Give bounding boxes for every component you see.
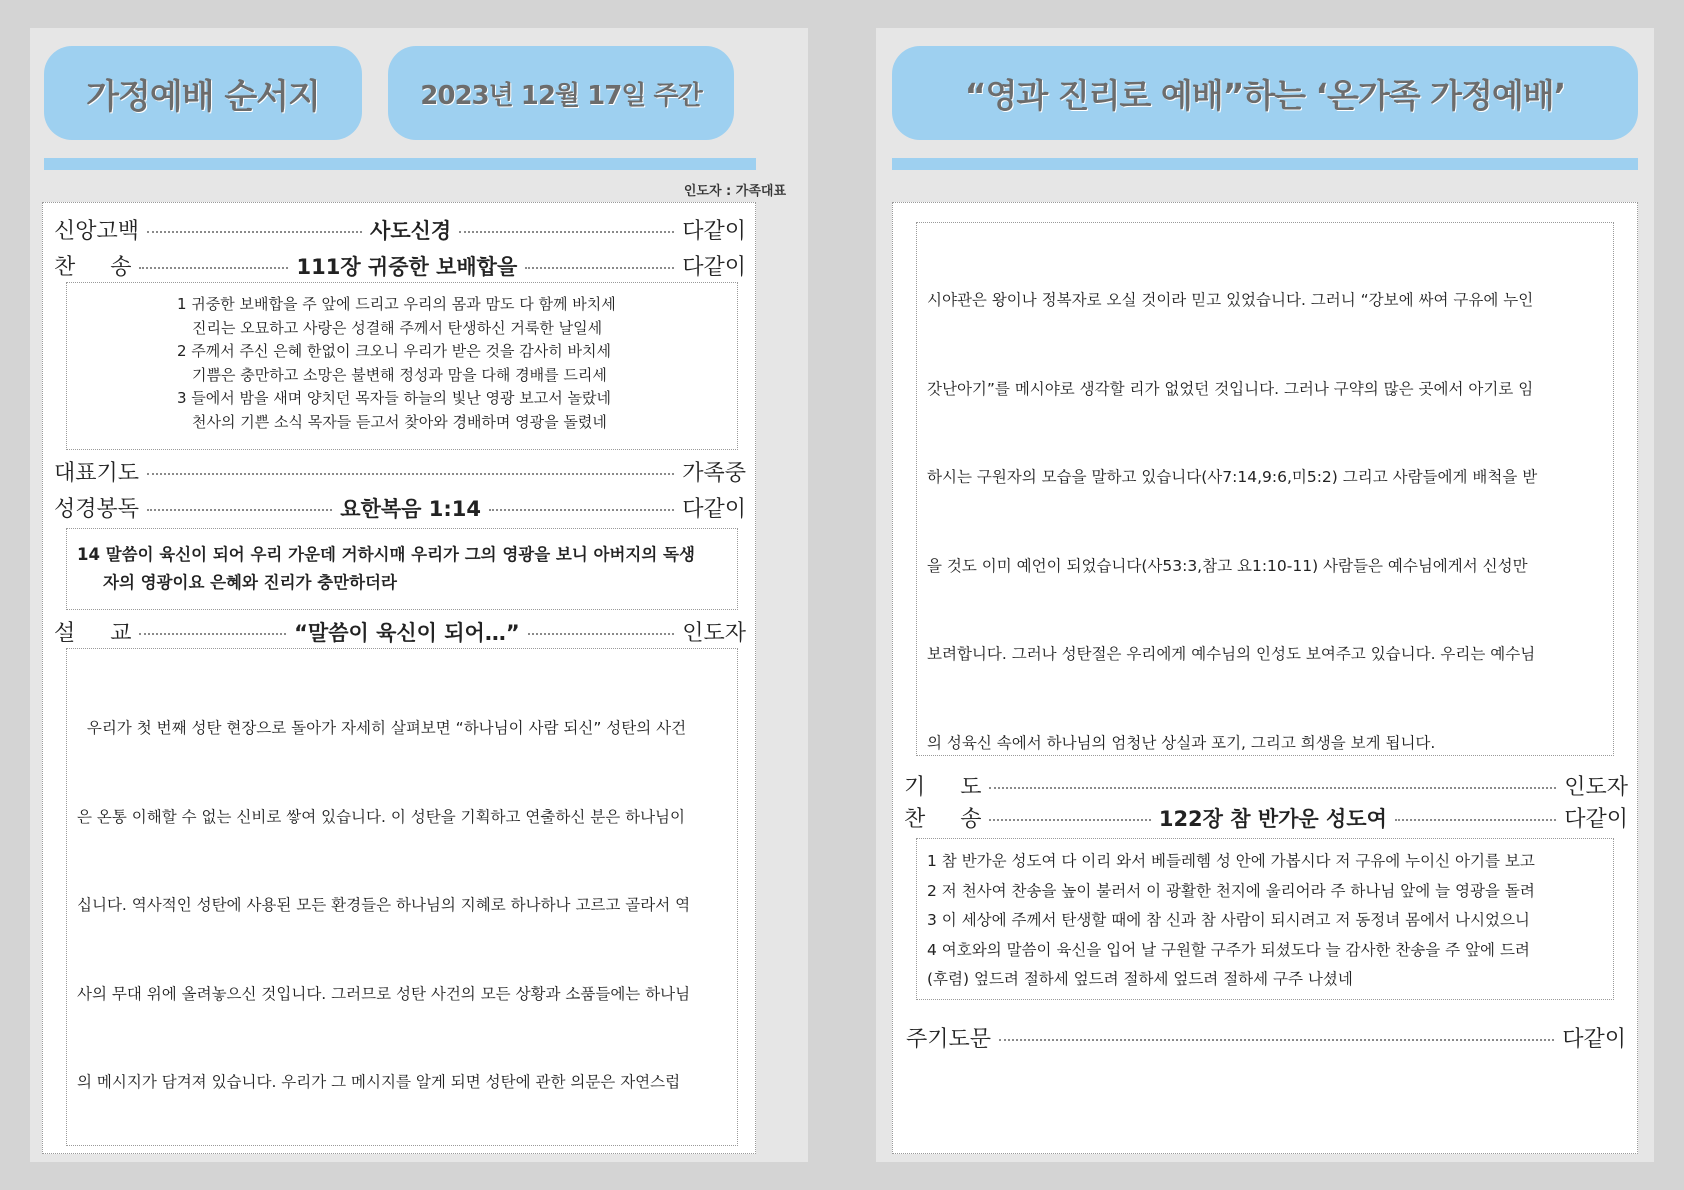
lyric-line: 4 여호와의 말씀이 육신을 입어 날 구원할 구주가 되셨도다 늘 감사한 찬송을 주 앞에 드려 bbox=[927, 940, 1530, 959]
theme-title bbox=[892, 46, 1638, 140]
right-page bbox=[876, 28, 1654, 1162]
order-label: 성경봉독 bbox=[54, 497, 140, 522]
order-label: 기 도 bbox=[904, 775, 982, 800]
leader-dots bbox=[139, 633, 286, 635]
order-label: 대표기도 bbox=[54, 461, 140, 486]
sermon-text bbox=[77, 655, 733, 1146]
order-center: 사도신경 bbox=[370, 218, 452, 243]
leader-dots bbox=[525, 267, 674, 269]
leader-dots bbox=[139, 267, 288, 269]
order-right: 다같이 bbox=[1562, 1027, 1626, 1052]
lyric-line: 기쁨은 충만하고 소망은 불변해 정성과 맘을 다해 경배를 드리세 bbox=[192, 365, 607, 384]
order-center: 111장 귀중한 보배합을 bbox=[296, 254, 518, 279]
sermon-line: 갓난아기”를 메시야로 생각할 리가 없었던 것입니다. 그러나 구약의 많은 곳에서 아기로 임 bbox=[927, 379, 1534, 398]
leader-dots bbox=[528, 633, 675, 635]
order-right: 인도자 bbox=[1564, 775, 1628, 800]
order-hymn bbox=[54, 250, 746, 281]
order-hymn-right bbox=[904, 802, 1628, 833]
bulletin-date bbox=[388, 46, 734, 140]
left-content-area bbox=[42, 202, 756, 1154]
order-right: 가족중 bbox=[682, 461, 746, 486]
scripture-line: 14 말씀이 육신이 되어 우리 가운데 거하시매 우리가 그의 영광을 보니 아버지의 독생 bbox=[77, 545, 695, 564]
divider-bar bbox=[44, 158, 756, 170]
order-right: 다같이 bbox=[682, 497, 747, 522]
hymn-111-box bbox=[66, 282, 738, 450]
order-creed bbox=[54, 214, 746, 245]
scripture-box bbox=[66, 528, 738, 610]
order-label: 찬 송 bbox=[904, 807, 982, 832]
hymn-122-lyrics bbox=[927, 847, 1535, 995]
lyric-line: 3 이 세상에 주께서 탄생할 때에 참 신과 참 사람이 되시려고 저 동정녀 몸에서 나시었으니 bbox=[927, 911, 1530, 929]
hymn-111-lyrics bbox=[177, 293, 616, 434]
sermon-continued-box bbox=[916, 222, 1614, 756]
sermon-continued-text bbox=[927, 227, 1611, 756]
sermon-line: 우리가 첫 번째 성탄 현장으로 돌아가 자세히 살펴보면 “하나님이 사람 되신” 성탄의 사건 bbox=[77, 719, 687, 737]
order-prayer bbox=[54, 456, 746, 487]
theme-title-text: “영과 진리로 예배”하는 ‘온가족 가정예배’ bbox=[964, 75, 1566, 115]
order-center: “말씀이 육신이 되어…” bbox=[294, 620, 520, 645]
order-right: 다같이 bbox=[682, 255, 746, 280]
divider-bar bbox=[892, 158, 1638, 170]
lyric-line: 1 귀중한 보배합을 주 앞에 드리고 우리의 몸과 맘도 다 함께 바치세 bbox=[177, 295, 616, 313]
left-page bbox=[30, 28, 808, 1162]
order-right: 다같이 bbox=[1564, 807, 1628, 832]
leader-dots bbox=[489, 509, 674, 511]
sermon-line: 은 온통 이해할 수 없는 신비로 쌓여 있습니다. 이 성탄을 기획하고 연출하신 분은 하나님이 bbox=[77, 807, 686, 826]
sermon-line: 시야관은 왕이나 정복자로 오실 것이라 믿고 있었습니다. 그러니 “강보에 싸여 구유에 누인 bbox=[927, 291, 1534, 309]
order-sermon bbox=[54, 616, 746, 647]
leader-dots bbox=[147, 473, 674, 475]
leader-dots bbox=[989, 819, 1150, 821]
leader-dots bbox=[147, 231, 362, 233]
scripture-verse bbox=[77, 541, 695, 597]
order-right: 다같이 bbox=[682, 219, 746, 244]
lyric-line: 진리는 오묘하고 사랑은 성결해 주께서 탄생하신 거룩한 날일세 bbox=[192, 318, 603, 337]
sermon-line: 보려합니다. 그러나 성탄절은 우리에게 예수님의 인성도 보여주고 있습니다. 우리는 예수님 bbox=[927, 645, 1536, 663]
sermon-box bbox=[66, 648, 738, 1146]
order-prayer-right bbox=[904, 770, 1628, 801]
lyric-line: 2 주께서 주신 은혜 한없이 크오니 우리가 받은 것을 감사히 바치세 bbox=[177, 342, 611, 360]
sermon-line: 하시는 구원자의 모습을 말하고 있습니다(사7:14,9:6,미5:2) 그리고 사람들에게 배척을 받 bbox=[927, 468, 1538, 486]
leader-dots bbox=[147, 509, 332, 511]
order-label: 찬 송 bbox=[54, 255, 132, 280]
order-label: 신앙고백 bbox=[54, 219, 140, 244]
leader-info bbox=[684, 180, 786, 199]
scripture-line: 자의 영광이요 은혜와 진리가 충만하더라 bbox=[103, 573, 397, 592]
lyric-line: 3 들에서 밤을 새며 양치던 목자들 하늘의 빛난 영광 보고서 놀랐네 bbox=[177, 389, 611, 407]
order-center: 요한복음 1:14 bbox=[340, 496, 481, 521]
bulletin-title-text: 가정예배 순서지 bbox=[86, 76, 320, 117]
bulletin-date-text: 2023년 12월 17일 주간 bbox=[420, 80, 702, 111]
sermon-line: 의 성육신 속에서 하나님의 엄청난 상실과 포기, 그리고 희생을 보게 됩니다. bbox=[927, 733, 1436, 752]
leader-dots bbox=[989, 787, 1556, 789]
leader-dots bbox=[999, 1039, 1554, 1041]
order-benediction bbox=[906, 1022, 1626, 1053]
hymn-122-box bbox=[916, 838, 1614, 1000]
order-center: 122장 참 반가운 성도여 bbox=[1158, 806, 1387, 831]
order-label: 설 교 bbox=[54, 621, 132, 646]
sermon-line: 십니다. 역사적인 성탄에 사용된 모든 환경들은 하나님의 지혜로 하나하나 고르고 골라서 역 bbox=[77, 896, 691, 914]
lyric-line: 1 참 반가운 성도여 다 이리 와서 베들레헴 성 안에 가봅시다 저 구유에 누이신 아기를 보고 bbox=[927, 852, 1535, 870]
leader-label: 인도자 : bbox=[683, 184, 732, 199]
leader-dots bbox=[459, 231, 674, 233]
leader-dots bbox=[1395, 819, 1556, 821]
bulletin-title bbox=[44, 46, 362, 140]
order-reading bbox=[54, 492, 746, 523]
order-right: 인도자 bbox=[682, 621, 747, 646]
right-content-area bbox=[892, 202, 1638, 1154]
order-label: 주기도문 bbox=[906, 1027, 992, 1052]
sermon-line: 의 메시지가 담겨져 있습니다. 우리가 그 메시지를 알게 되면 성탄에 관한 의문은 자연스럽 bbox=[77, 1073, 681, 1091]
sermon-line: 을 것도 이미 예언이 되었습니다(사53:3,참고 요1:10-11) 사람들은 예수님에게서 신성만 bbox=[927, 556, 1528, 575]
lyric-line: (후렴) 엎드려 절하세 엎드려 절하세 엎드려 절하세 구주 나셨네 bbox=[927, 970, 1353, 988]
sermon-line: 사의 무대 위에 올려놓으신 것입니다. 그러므로 성탄 사건의 모든 상황과 소품들에는 하나님 bbox=[77, 984, 691, 1003]
leader-value: 가족대표 bbox=[735, 184, 786, 199]
lyric-line: 천사의 기쁜 소식 목자들 듣고서 찾아와 경배하며 영광을 돌렸네 bbox=[192, 412, 607, 431]
lyric-line: 2 저 천사여 찬송을 높이 불러서 이 광활한 천지에 울리어라 주 하나님 앞에 늘 영광을 돌려 bbox=[927, 881, 1535, 900]
